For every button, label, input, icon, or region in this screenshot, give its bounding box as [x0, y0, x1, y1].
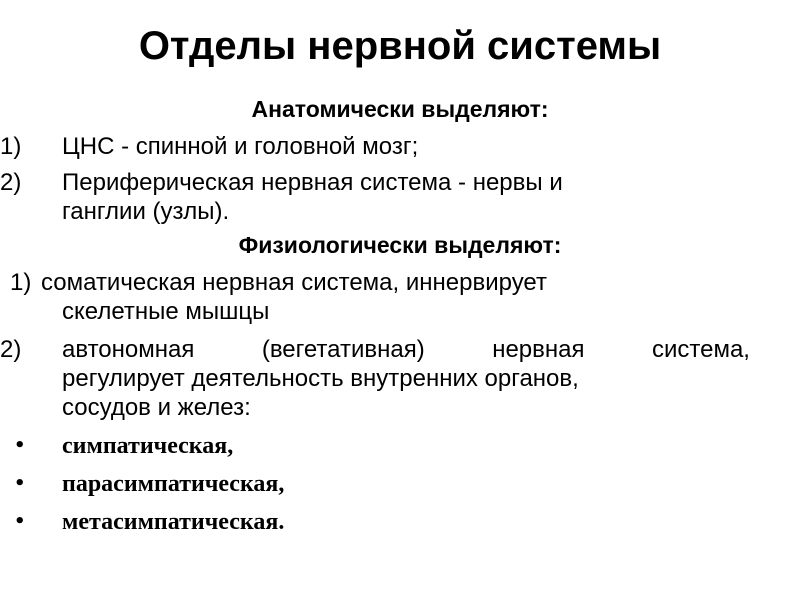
word: система,: [651, 336, 750, 363]
physiological-heading: Физиологически выделяют:: [238, 232, 562, 258]
item-marker: 2): [0, 336, 22, 363]
word: нервная: [492, 336, 585, 363]
item-text-line: сосудов и желез:: [62, 394, 251, 421]
bullet-text: парасимпатическая,: [62, 471, 285, 497]
item-text-line: ганглии (узлы).: [62, 198, 230, 225]
bullet-dot-icon: •: [14, 435, 26, 456]
item-text-line: ЦНС - спинной и головной мозг;: [62, 133, 419, 160]
bullet-dot-icon: •: [14, 473, 26, 494]
item-marker: 2): [0, 169, 22, 196]
item-text-line: Периферическая нервная система - нервы и: [62, 169, 563, 196]
word: (вегетативная): [261, 336, 425, 363]
slide-title: Отделы нервной системы: [138, 24, 662, 68]
item-marker: 1): [10, 269, 32, 296]
word: автономная: [62, 336, 195, 363]
bullet-text: симпатическая,: [62, 433, 234, 459]
bullet-text: метасимпатическая.: [62, 509, 285, 535]
item-text-justified-line: [62, 335, 750, 364]
anatomical-heading: Анатомически выделяют:: [251, 96, 549, 122]
item-text-line: регулирует деятельность внутренних органов,: [62, 365, 579, 392]
bullet-dot-icon: •: [14, 511, 26, 532]
item-text-line: соматическая нервная система, иннервирует: [41, 269, 547, 296]
item-marker: 1): [0, 133, 22, 160]
item-text-line: скелетные мышцы: [62, 298, 270, 325]
